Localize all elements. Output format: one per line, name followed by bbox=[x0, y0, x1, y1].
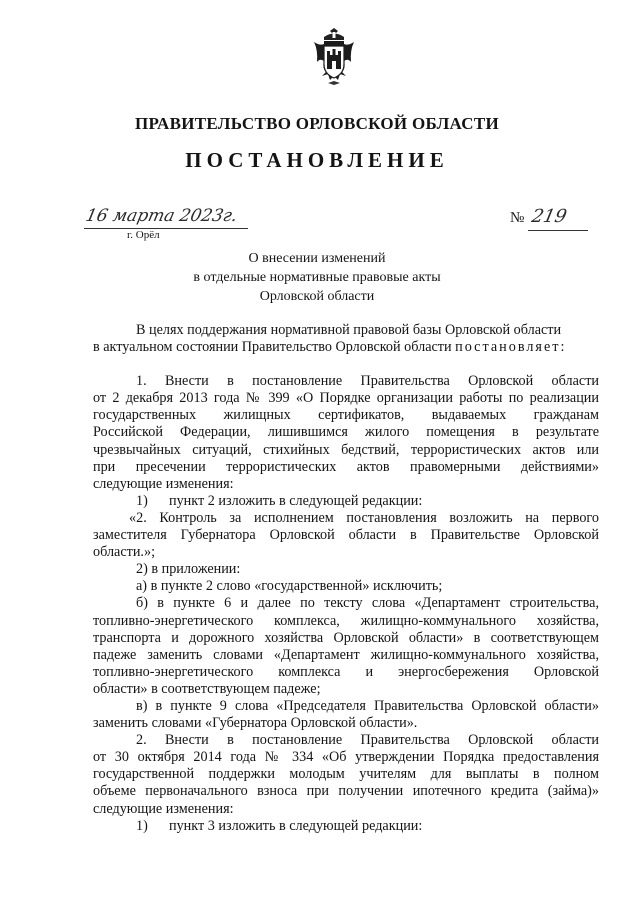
paragraph-line: следующие изменения: bbox=[93, 800, 234, 817]
number-label: № bbox=[510, 210, 525, 226]
preamble-line bbox=[93, 339, 599, 356]
paragraph-line: а) в пункте 2 слово «государственной» исключить; bbox=[136, 578, 443, 595]
paragraph-line: государственных жилищных сертификатов, выдаваемых гражданам bbox=[93, 407, 599, 424]
subject-line: в отдельные нормативные правовые акты bbox=[193, 270, 441, 285]
paragraph-line: транспорта и дорожного хозяйства Орловской области» в соответствующем bbox=[93, 629, 599, 646]
coat-of-arms-icon bbox=[312, 28, 356, 86]
document-type-title: ПОСТАНОВЛЕНИЕ bbox=[185, 148, 449, 172]
paragraph-line: следующие изменения: bbox=[93, 475, 234, 492]
paragraph-line: области» в соответствующем падеже; bbox=[93, 680, 321, 697]
paragraph-gap bbox=[93, 356, 599, 373]
paragraph-line: государственной поддержки молодым учителям для выплаты в полном bbox=[93, 766, 599, 783]
preamble-line: В целях поддержания нормативной правовой базы Орловской области bbox=[136, 322, 562, 338]
list-marker: 1) bbox=[136, 817, 148, 834]
list-item-text: пункт 2 изложить в следующей редакции: bbox=[169, 492, 423, 509]
paragraph-line: от 30 октября 2014 года № 334 «Об утверждении Порядка предоставления bbox=[93, 749, 599, 766]
paragraph-line: падеже заменить словами «Департамент жилищно-коммунального хозяйства, bbox=[93, 646, 599, 663]
organization-title: ПРАВИТЕЛЬСТВО ОРЛОВСКОЙ ОБЛАСТИ bbox=[134, 114, 500, 133]
list-item-text: пункт 3 изложить в следующей редакции: bbox=[169, 817, 423, 834]
paragraph-line: 2) в приложении: bbox=[136, 561, 241, 578]
list-marker: 1) bbox=[136, 492, 148, 509]
paragraph-line: 1. Внести в постановление Правительства Орловской области bbox=[136, 373, 599, 390]
paragraph-line: заменить словами «Губернатора Орловской области». bbox=[93, 715, 418, 732]
paragraph-line: 2. Внести в постановление Правительства Орловской области bbox=[136, 732, 599, 749]
date-handwritten: 16 марта 2023г. bbox=[83, 206, 240, 226]
paragraph-line: чрезвычайных ситуаций, стихийных бедствий, террористических актов или bbox=[93, 441, 599, 458]
subject-line: Орловской области bbox=[259, 289, 375, 304]
subject-line: О внесении изменений bbox=[248, 251, 386, 266]
paragraph-line: объеме первоначального взноса при получении ипотечного кредита (займа)» bbox=[93, 783, 599, 800]
document-body bbox=[93, 322, 599, 835]
paragraph-line: б) в пункте 6 и далее по тексту слова «Департамент строительства, bbox=[136, 595, 599, 612]
paragraph-line: области.»; bbox=[93, 544, 156, 561]
paragraph-line: при пресечении террористических актов правомерными действиями» bbox=[93, 458, 599, 475]
city-label: г. Орёл bbox=[127, 229, 160, 241]
paragraph-line: «2. Контроль за исполнением постановления возложить на первого bbox=[129, 509, 599, 526]
number-underline bbox=[528, 230, 588, 231]
list-item-line bbox=[93, 818, 599, 835]
number-handwritten: 219 bbox=[529, 206, 569, 227]
paragraph-line: от 2 декабря 2013 года № 399 «О Порядке организации работы по реализации bbox=[93, 390, 599, 407]
paragraph-line: топливно-энергетического комплекса, жилищно-коммунального хозяйства, bbox=[93, 612, 599, 629]
list-item-line bbox=[93, 493, 599, 510]
paragraph-line: в) в пункте 9 слова «Председателя Правительства Орловской области» bbox=[136, 697, 599, 714]
preamble-keyword: постановляет: bbox=[455, 339, 567, 356]
paragraph-line: Российской Федерации, лишившимся жилого помещения в результате bbox=[93, 424, 599, 441]
paragraph-line: заместителя Губернатора Орловской области в Правительстве Орловской bbox=[93, 527, 599, 544]
document-subject bbox=[0, 249, 634, 306]
paragraph-line: топливно-энергетического комплекса и энергосбережения Орловской bbox=[93, 663, 599, 680]
preamble-text: в актуальном состоянии Правительство Орловской области bbox=[93, 339, 456, 356]
date-underline bbox=[84, 228, 248, 229]
